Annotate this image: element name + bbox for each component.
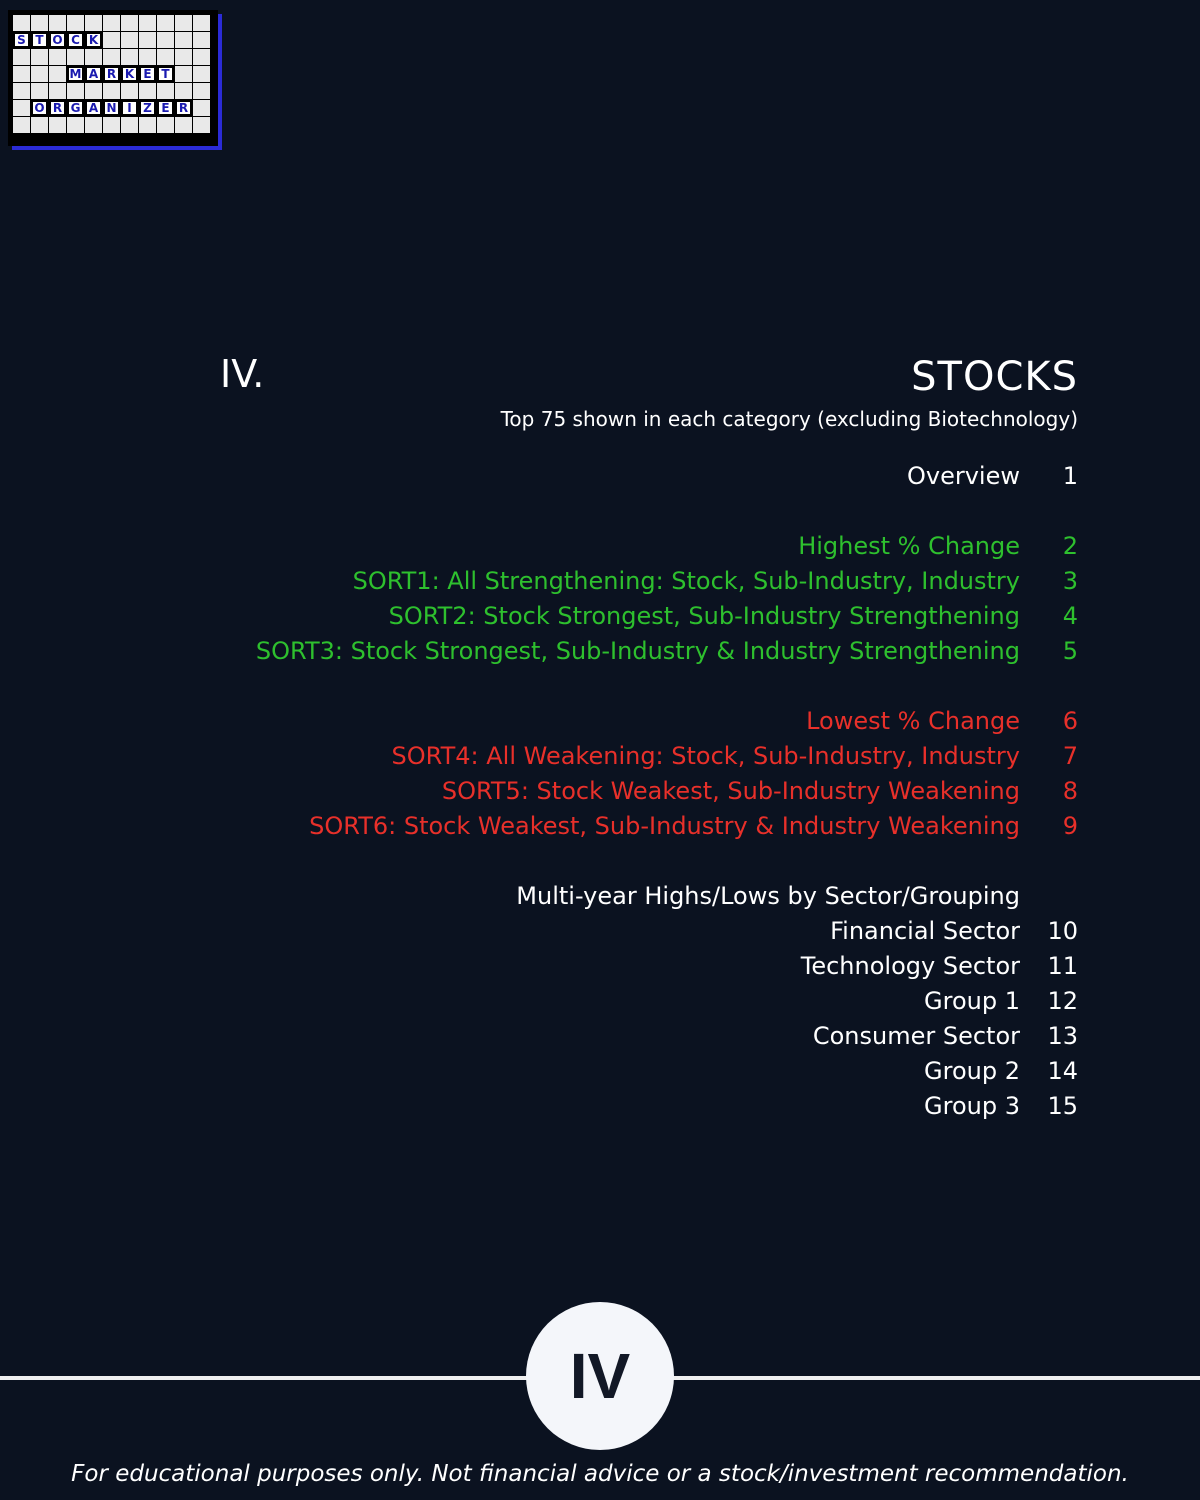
logo-grid — [13, 15, 210, 133]
logo-cell — [13, 117, 30, 133]
logo-cell — [31, 66, 48, 82]
toc-item[interactable] — [309, 812, 1078, 840]
logo-cell — [31, 83, 48, 99]
logo-cell — [157, 49, 174, 65]
logo-cell — [85, 49, 102, 65]
logo-letter: C — [67, 32, 84, 48]
toc-item-page: 12 — [1047, 987, 1078, 1015]
toc-item-page: 4 — [1062, 602, 1078, 630]
toc-item[interactable] — [924, 1057, 1078, 1085]
logo-cell — [193, 100, 210, 116]
section-number: IV. — [220, 352, 265, 396]
logo-cell — [103, 117, 120, 133]
logo-letter: A — [85, 66, 102, 82]
logo-cell — [175, 117, 192, 133]
logo-cell — [13, 100, 30, 116]
logo-cell — [193, 66, 210, 82]
logo-cell — [103, 83, 120, 99]
logo-cell — [121, 49, 138, 65]
logo-letter: O — [31, 100, 48, 116]
logo-cell — [193, 49, 210, 65]
logo-cell — [193, 32, 210, 48]
logo-cell — [139, 117, 156, 133]
logo-cell — [121, 117, 138, 133]
logo-letter: R — [103, 66, 120, 82]
logo-letter: R — [49, 100, 66, 116]
toc-item-page: 3 — [1062, 567, 1078, 595]
logo-cell — [175, 83, 192, 99]
toc-item[interactable] — [798, 532, 1078, 560]
toc-item-label: Group 2 — [924, 1057, 1020, 1085]
logo-letter: K — [121, 66, 138, 82]
toc-item-page: 14 — [1047, 1057, 1078, 1085]
toc-item-label: Lowest % Change — [806, 707, 1020, 735]
toc-item[interactable] — [806, 707, 1078, 735]
logo-letter: Z — [139, 100, 156, 116]
logo-cell — [175, 15, 192, 31]
logo-letter: S — [13, 32, 30, 48]
logo-letter: R — [175, 100, 192, 116]
logo-letter: E — [139, 66, 156, 82]
logo-letter: T — [31, 32, 48, 48]
logo-cell — [157, 117, 174, 133]
logo-cell — [13, 15, 30, 31]
toc-item-label: SORT1: All Strengthening: Stock, Sub-Industry, Industry — [352, 567, 1020, 595]
logo-cell — [175, 32, 192, 48]
toc-item-page: 8 — [1062, 777, 1078, 805]
logo-letter: O — [49, 32, 66, 48]
toc-item-label: Highest % Change — [798, 532, 1020, 560]
logo-cell — [175, 49, 192, 65]
logo-cell — [103, 49, 120, 65]
toc-item[interactable] — [813, 1022, 1078, 1050]
toc-item[interactable] — [830, 917, 1078, 945]
logo-cell — [67, 49, 84, 65]
toc-item[interactable] — [924, 1092, 1078, 1120]
logo-cell — [13, 66, 30, 82]
logo-cell — [67, 83, 84, 99]
toc-item[interactable] — [256, 637, 1078, 665]
page-title: STOCKS — [911, 354, 1078, 400]
logo-cell — [67, 15, 84, 31]
logo-cell — [49, 66, 66, 82]
logo-cell — [49, 117, 66, 133]
toc-item-label: SORT5: Stock Weakest, Sub-Industry Weakening — [441, 777, 1020, 805]
toc-item[interactable] — [442, 777, 1078, 805]
toc-item-page: 1 — [1062, 462, 1078, 490]
toc-item-label: Group 1 — [924, 987, 1020, 1015]
toc-item-page: 11 — [1047, 952, 1078, 980]
logo-cell — [85, 117, 102, 133]
logo-cell — [103, 15, 120, 31]
toc-item-label: Consumer Sector — [812, 1022, 1020, 1050]
logo-cell — [85, 83, 102, 99]
toc-item[interactable] — [924, 987, 1078, 1015]
logo-cell — [31, 49, 48, 65]
logo-letter: K — [85, 32, 102, 48]
toc-item-page: 2 — [1062, 532, 1078, 560]
logo-cell — [121, 32, 138, 48]
toc-item-label: SORT6: Stock Weakest, Sub-Industry & Industry Weakening — [309, 812, 1020, 840]
logo-cell — [49, 83, 66, 99]
toc-item[interactable] — [353, 567, 1078, 595]
toc-item-page: 9 — [1062, 812, 1078, 840]
toc-item[interactable] — [907, 462, 1078, 490]
logo — [8, 10, 218, 146]
toc-item-label: Technology Sector — [800, 952, 1020, 980]
logo-cell — [85, 15, 102, 31]
logo-letter: I — [121, 100, 138, 116]
section-badge: IV — [526, 1302, 674, 1450]
toc-item-page: 10 — [1047, 917, 1078, 945]
toc-item[interactable] — [801, 952, 1078, 980]
toc-item[interactable] — [516, 882, 1078, 910]
toc-item-label: Multi-year Highs/Lows by Sector/Grouping — [516, 882, 1020, 910]
logo-cell — [31, 117, 48, 133]
disclaimer: For educational purposes only. Not financial advice or a stock/investment recommendation. — [71, 1461, 1129, 1487]
logo-cell — [49, 15, 66, 31]
logo-cell — [31, 15, 48, 31]
logo-cell — [157, 32, 174, 48]
logo-cell — [193, 15, 210, 31]
toc-item[interactable] — [392, 742, 1078, 770]
logo-cell — [13, 49, 30, 65]
toc-item-label: SORT2: Stock Strongest, Sub-Industry Strengthening — [388, 602, 1020, 630]
logo-letter: T — [157, 66, 174, 82]
logo-cell — [121, 15, 138, 31]
logo-cell — [67, 117, 84, 133]
toc-item-page: 6 — [1062, 707, 1078, 735]
logo-cell — [13, 83, 30, 99]
toc-item-label: SORT4: All Weakening: Stock, Sub-Industry, Industry — [391, 742, 1020, 770]
logo-cell — [175, 66, 192, 82]
page-subtitle: Top 75 shown in each category (excluding Biotechnology) — [500, 407, 1078, 431]
toc-item-page: 15 — [1047, 1092, 1078, 1120]
toc-item-page: 13 — [1047, 1022, 1078, 1050]
toc-item-page: 5 — [1062, 637, 1078, 665]
toc-item-page: 7 — [1062, 742, 1078, 770]
logo-cell — [157, 15, 174, 31]
logo-letter: E — [157, 100, 174, 116]
logo-cell — [121, 83, 138, 99]
logo-cell — [193, 83, 210, 99]
logo-cell — [139, 83, 156, 99]
logo-cell — [139, 15, 156, 31]
toc-item[interactable] — [389, 602, 1078, 630]
logo-letter: N — [103, 100, 120, 116]
logo-cell — [193, 117, 210, 133]
logo-letter: A — [85, 100, 102, 116]
logo-letter: M — [67, 66, 84, 82]
logo-letter: G — [67, 100, 84, 116]
toc-item-label: Group 3 — [924, 1092, 1020, 1120]
toc-item-label: Overview — [907, 462, 1020, 490]
logo-cell — [103, 32, 120, 48]
logo-cell — [139, 49, 156, 65]
logo-cell — [139, 32, 156, 48]
toc-item-label: SORT3: Stock Strongest, Sub-Industry & Industry Strengthening — [255, 637, 1020, 665]
toc-item-label: Financial Sector — [830, 917, 1020, 945]
logo-cell — [157, 83, 174, 99]
logo-cell — [49, 49, 66, 65]
